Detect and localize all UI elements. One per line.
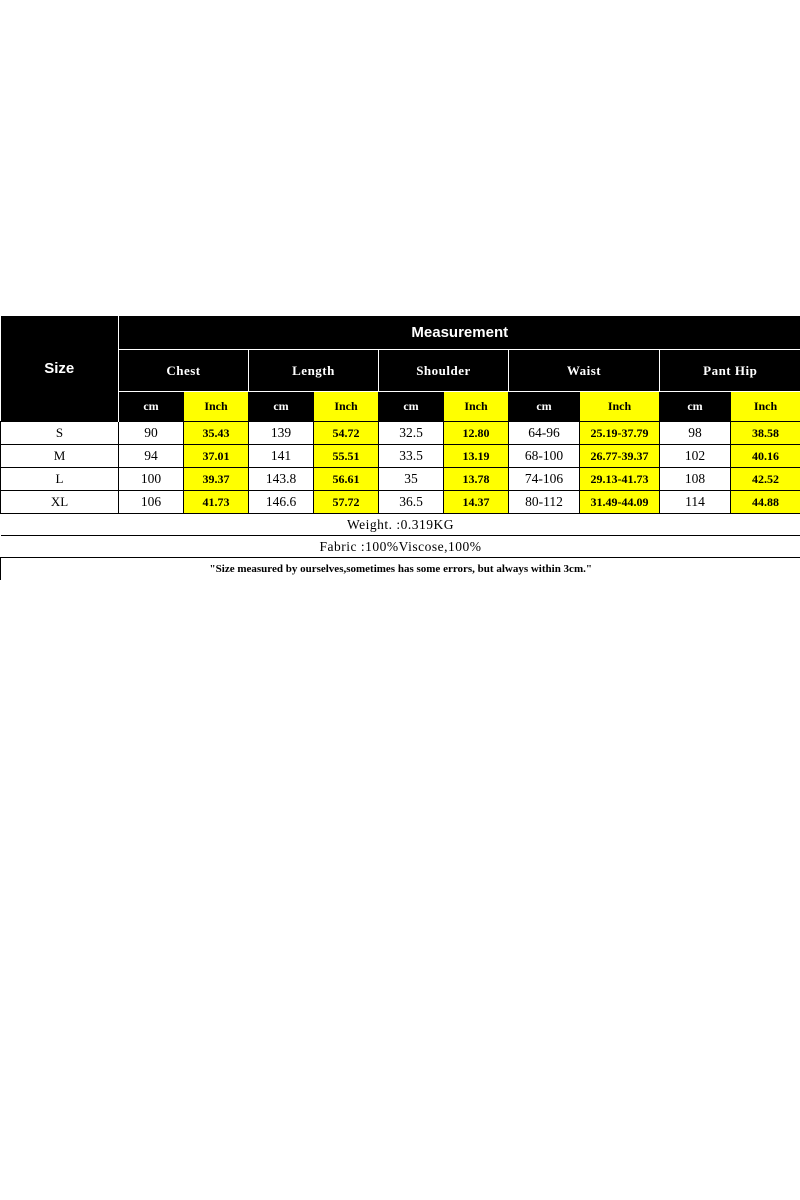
length-inch-cell: 55.51: [314, 445, 379, 468]
shoulder-cm-cell: 36.5: [379, 491, 444, 514]
pant-hip-cm-cell: 114: [660, 491, 731, 514]
chest-inch-cell: 37.01: [184, 445, 249, 468]
unit-inch: Inch: [580, 392, 660, 422]
waist-inch-cell: 26.77-39.37: [580, 445, 660, 468]
size-cell: M: [1, 445, 119, 468]
size-note: "Size measured by ourselves,sometimes has some errors, but always within 3cm.": [1, 558, 800, 581]
shoulder-inch-cell: 13.19: [444, 445, 509, 468]
shoulder-cm-cell: 33.5: [379, 445, 444, 468]
chest-cm-cell: 90: [119, 422, 184, 445]
unit-cm: cm: [509, 392, 580, 422]
weight-info: Weight. :0.319KG: [1, 514, 800, 536]
waist-inch-cell: 25.19-37.79: [580, 422, 660, 445]
chest-cm-cell: 94: [119, 445, 184, 468]
unit-inch: Inch: [731, 392, 800, 422]
unit-cm: cm: [379, 392, 444, 422]
shoulder-cm-cell: 35: [379, 468, 444, 491]
waist-inch-cell: 31.49-44.09: [580, 491, 660, 514]
unit-cm: cm: [660, 392, 731, 422]
shoulder-inch-cell: 14.37: [444, 491, 509, 514]
table-row: [1, 422, 800, 445]
group-header-length: Length: [249, 350, 379, 392]
chest-cm-cell: 106: [119, 491, 184, 514]
length-inch-cell: 56.61: [314, 468, 379, 491]
size-header: Size: [1, 316, 119, 422]
waist-cm-cell: 64-96: [509, 422, 580, 445]
shoulder-cm-cell: 32.5: [379, 422, 444, 445]
length-inch-cell: 57.72: [314, 491, 379, 514]
pant-hip-cm-cell: 108: [660, 468, 731, 491]
size-chart-table: [0, 316, 800, 580]
unit-inch: Inch: [314, 392, 379, 422]
length-cm-cell: 139: [249, 422, 314, 445]
chest-inch-cell: 35.43: [184, 422, 249, 445]
length-cm-cell: 141: [249, 445, 314, 468]
length-inch-cell: 54.72: [314, 422, 379, 445]
waist-cm-cell: 74-106: [509, 468, 580, 491]
unit-inch: Inch: [444, 392, 509, 422]
chest-inch-cell: 39.37: [184, 468, 249, 491]
group-header-waist: Waist: [509, 350, 660, 392]
pant-hip-cm-cell: 98: [660, 422, 731, 445]
chest-inch-cell: 41.73: [184, 491, 249, 514]
unit-cm: cm: [249, 392, 314, 422]
waist-inch-cell: 29.13-41.73: [580, 468, 660, 491]
table-row: [1, 468, 800, 491]
size-cell: S: [1, 422, 119, 445]
size-cell: L: [1, 468, 119, 491]
pant-hip-inch-cell: 38.58: [731, 422, 800, 445]
group-header-pant-hip: Pant Hip: [660, 350, 800, 392]
group-header-chest: Chest: [119, 350, 249, 392]
pant-hip-inch-cell: 40.16: [731, 445, 800, 468]
unit-cm: cm: [119, 392, 184, 422]
pant-hip-inch-cell: 42.52: [731, 468, 800, 491]
table-row: [1, 491, 800, 514]
size-cell: XL: [1, 491, 119, 514]
pant-hip-cm-cell: 102: [660, 445, 731, 468]
measurement-title: Measurement: [119, 316, 800, 350]
pant-hip-inch-cell: 44.88: [731, 491, 800, 514]
shoulder-inch-cell: 13.78: [444, 468, 509, 491]
table-row: [1, 445, 800, 468]
chest-cm-cell: 100: [119, 468, 184, 491]
waist-cm-cell: 80-112: [509, 491, 580, 514]
length-cm-cell: 143.8: [249, 468, 314, 491]
length-cm-cell: 146.6: [249, 491, 314, 514]
shoulder-inch-cell: 12.80: [444, 422, 509, 445]
unit-inch: Inch: [184, 392, 249, 422]
group-header-shoulder: Shoulder: [379, 350, 509, 392]
waist-cm-cell: 68-100: [509, 445, 580, 468]
fabric-info: Fabric :100%Viscose,100%: [1, 536, 800, 558]
